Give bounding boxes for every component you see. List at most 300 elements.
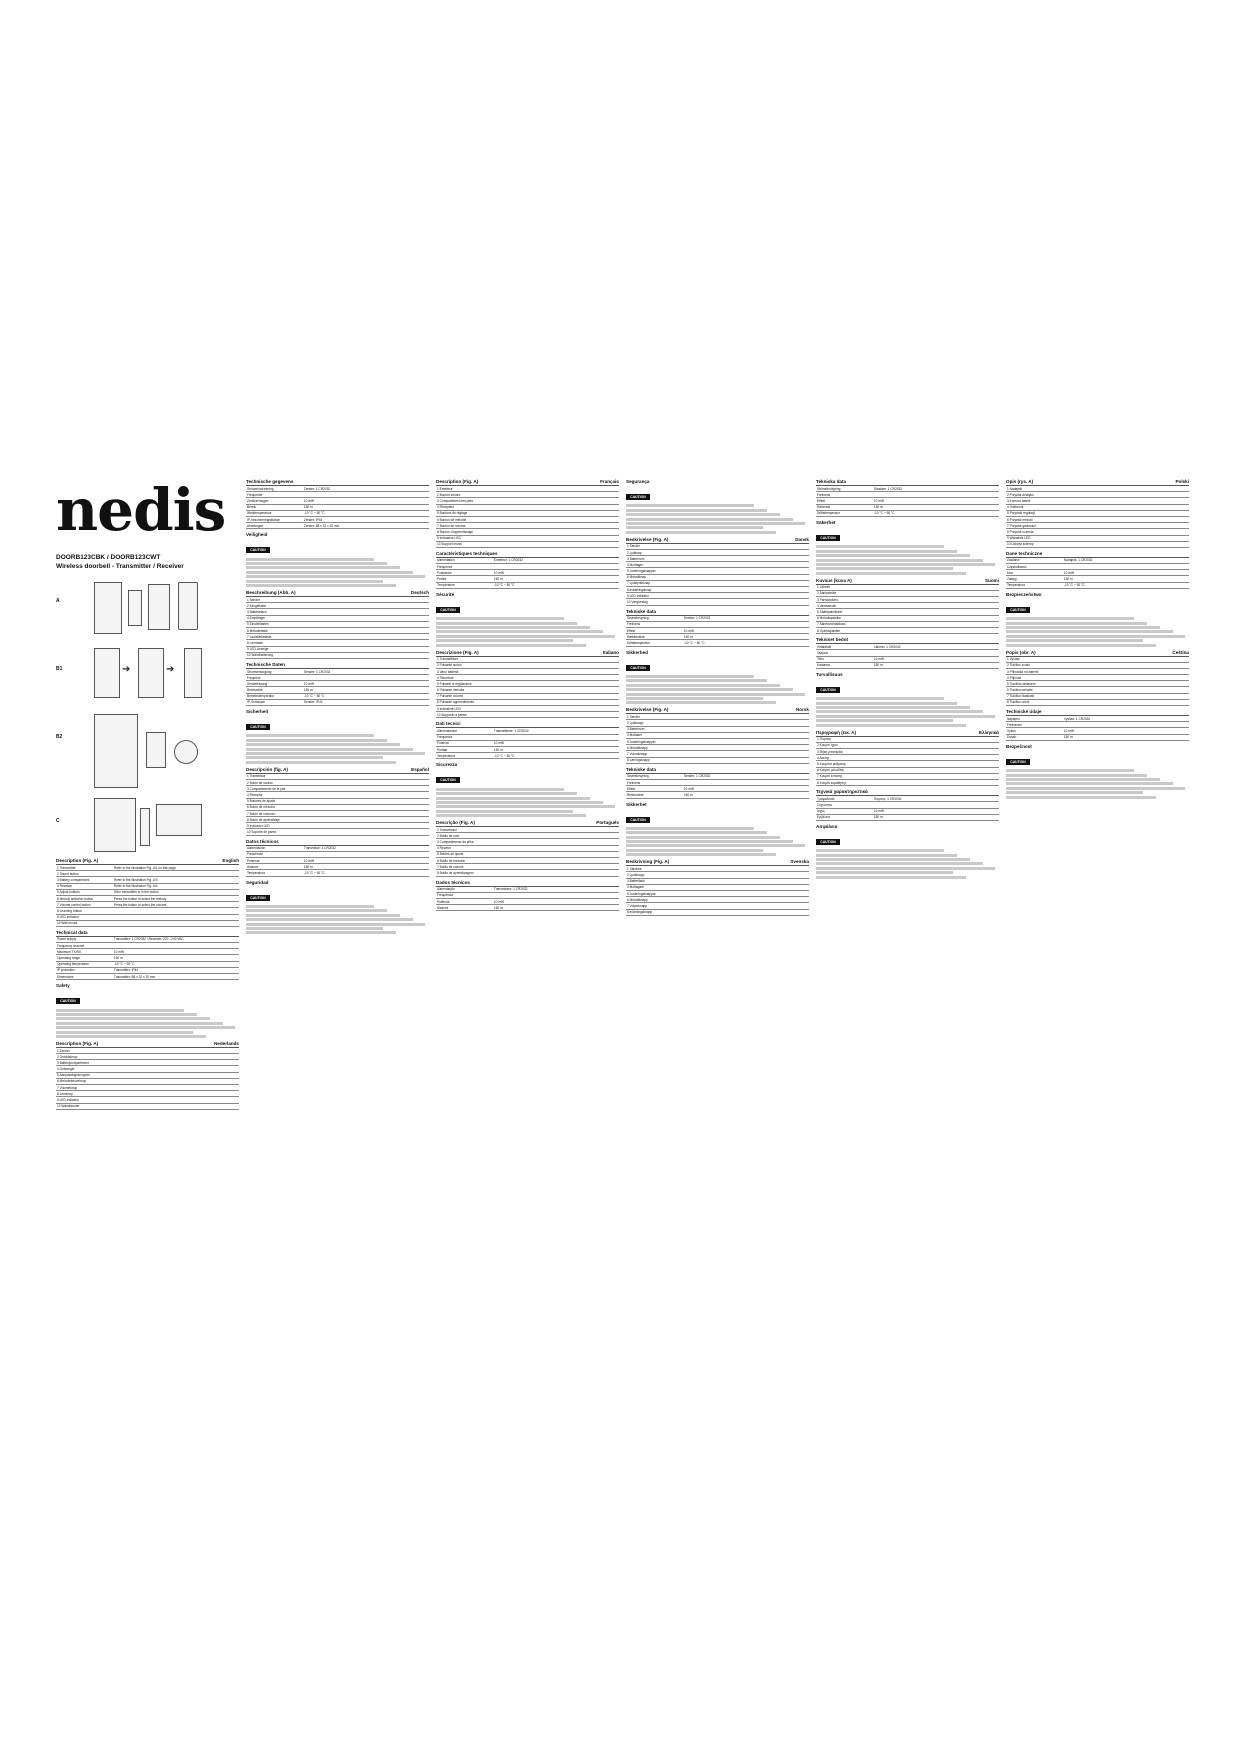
section-heading [816,672,999,677]
text-line [436,626,590,629]
spec-table [1006,485,1189,548]
row-value: 10 mW [873,809,884,814]
row-value: 10 mW [493,741,504,746]
section-title: Technische gegevens [246,479,294,484]
row-label: Potência [437,899,450,904]
row-label: 7 Volume control button [57,902,91,907]
transmitter-illustration [94,582,122,634]
section-heading [1006,551,1189,556]
section-heading [56,1041,239,1046]
row-value: 10 mW [683,628,694,633]
row-label: 5 Κουμπιά ρύθμισης [817,762,846,766]
row-value: -10 °C ~ 50 °C [493,753,515,758]
row-label: Maximum TX/RX [57,949,82,954]
spec-table [436,485,619,548]
row-value: If the transmitter is in the button [113,890,159,895]
row-label: 8 Leerknop [57,1091,73,1096]
plug-illustration [146,732,166,768]
row-label: Power supply [57,937,77,942]
row-label: 5 Justeringsknappar [627,891,656,896]
text-line [626,509,767,512]
manual-section [816,789,999,821]
row-label: 5 Botões de ajuste [437,852,464,857]
receiver-illustration [148,584,170,630]
row-label: 7 Lydstyrkeknap [627,581,651,586]
section-heading [56,983,239,988]
table-row [436,583,619,589]
text-line [626,684,780,687]
section-heading [1006,592,1189,597]
row-label: Effekt [627,786,636,791]
section-heading [436,650,619,655]
text-line [56,1031,193,1034]
section-heading [626,859,809,864]
section-title: Description (Fig. A) [56,1040,99,1046]
manual-section [626,859,809,916]
row-value: Transmisor: 1 CR2032 [303,846,336,851]
column-3 [436,476,619,913]
row-label: 5 Justeringsknapper [627,569,656,574]
section-heading [1006,650,1189,655]
section-title: Dati tecnici [436,721,461,727]
manual-section [626,650,809,705]
row-label: Strømforsyning [627,774,649,779]
section-heading [246,479,429,484]
row-label: 8 Learning button [57,908,82,913]
row-label: 4 Receptor [247,792,263,797]
section-title: Technische Daten [246,661,285,667]
row-label: IP-Schutzart [247,700,265,705]
table-row [436,542,619,548]
manual-section [1006,592,1189,647]
text-line [246,575,425,578]
figure-b1 [56,644,239,706]
row-label: 7 Botão de volume [437,864,464,869]
spec-table [246,668,429,706]
text-line [1006,769,1134,772]
text-line [246,580,383,583]
row-label: Temperatura [247,871,265,875]
text-line [626,693,805,696]
text-line [626,831,767,834]
spec-table [816,795,999,821]
text-line [1006,644,1156,647]
caution-badge: CAUTION [1006,607,1030,613]
text-line [1006,626,1160,629]
row-label: Driftstemperatur [627,640,650,645]
row-value: Press the button to select the volume [113,902,167,907]
section-heading [816,637,999,642]
row-label: 7 Äänenvoimakkuus [817,622,846,627]
text-line [56,1013,197,1016]
spec-table [246,773,429,836]
row-label: Fréquence [437,564,453,569]
text-line [56,1026,235,1029]
row-label: 2 Äänipainike [817,591,837,596]
row-label: 6 Melodiknap [627,575,646,580]
manual-section [56,858,239,927]
text-line [246,923,425,926]
row-label: Effekt [627,628,636,633]
text-line [816,545,944,548]
section-heading [436,592,619,597]
section-language: Deutsch [410,590,429,596]
row-label: Räckvidd [817,505,831,510]
section-heading [1006,709,1189,714]
row-label: 3 Compartimento de la pila [247,786,286,791]
section-title: Sikkerhet [626,801,647,807]
row-label: 9 LED-indicator [57,1098,79,1103]
text-line [246,905,374,908]
row-label: Alimentação [437,887,455,892]
row-label: 6 Botão de melodia [437,858,465,863]
row-label: IP-beschermingsklasse [247,517,280,522]
text-line [246,562,387,565]
row-label: 3 Compartimento da pilha [437,840,474,845]
text-line [436,797,590,800]
manual-section [56,930,239,980]
manual-section [246,532,429,587]
socket-illustration [174,740,198,764]
caution-badge: CAUTION [436,777,460,783]
section-title: Description (Fig. A) [56,858,99,863]
spec-table [56,864,239,927]
section-heading [816,520,999,525]
receiver-mounted-illustration [94,714,138,788]
row-value: 150 m [1063,735,1073,740]
figure-tag: A [56,598,60,604]
receiver-front-illustration [94,798,136,852]
row-label: 5 Tlačítka nastavení [1007,681,1036,686]
row-label: Reichweite [247,688,263,693]
row-label: Dosah [1007,735,1017,740]
row-value: Sender: 1 CR2032 [303,669,331,674]
text-line [626,526,763,529]
row-label: 1 Trasmettitore [437,657,459,662]
row-label: 9 LED indicator [57,915,79,920]
manual-section [1006,650,1189,707]
caution-badge: CAUTION [626,494,650,500]
text-line [816,876,966,879]
caution-badge: CAUTION [56,998,80,1004]
section-heading [246,662,429,667]
row-value: 10 mW [1063,570,1074,575]
text-line [626,518,793,521]
row-value: Zender: IP44 [303,517,323,522]
row-value: 150 m [303,505,313,510]
section-title: Tekniset tiedot [816,637,849,643]
manual-section [816,578,999,635]
row-label: Bereik [247,505,257,510]
text-line [246,927,383,930]
row-label: 10 Vægbeslag [627,600,648,605]
row-value: 150 m [873,663,883,668]
spec-table [436,656,619,719]
text-line [626,675,754,678]
row-label: Temperatura [1007,583,1025,588]
manual-sheet [56,476,1190,1284]
section-title: Τεχνικά χαρακτηριστικά [816,789,868,795]
row-label: 2 Bouton sonore [437,492,461,497]
row-label: 6 Melodiekeuzeknop [57,1079,87,1084]
manual-section [816,824,999,879]
row-label: 2 Sound button [57,871,79,876]
row-label: 5 Aanpassingsknoppen [57,1073,90,1078]
row-label: Frequenz [247,675,261,680]
row-value: -10 °C ~ 50 °C [113,962,135,967]
section-title: Tekniske data [626,608,657,614]
row-label: 6 Bouton de mélodie [437,517,467,522]
section-heading [56,858,239,863]
row-label: Εμβέλεια [817,815,830,820]
text-line [246,734,374,737]
text-line [56,1009,184,1012]
table-row [246,653,429,659]
row-label: Frequency channel [57,943,85,948]
figure-tag: B1 [56,666,63,672]
row-label: 9 LED-indikator [627,593,649,598]
text-line [436,801,603,804]
row-label: 4 Ricevitore [437,675,454,680]
text-line [816,550,957,553]
row-value: 150 m [493,577,503,582]
section-heading [816,479,999,484]
text-line [1006,782,1173,785]
row-label: 2 Lydknapp [627,721,644,726]
text-line [816,697,944,700]
row-label: 1 Transmissor [437,827,458,832]
text-line [626,840,793,843]
figure-tag: B2 [56,734,63,740]
spec-table [246,845,429,877]
row-label: 1 Zender [57,1048,70,1053]
row-value: 150 m [493,905,503,910]
section-language: Español [411,766,429,772]
table-row [626,758,809,764]
manual-section [626,767,809,799]
manual-section [436,479,619,548]
row-value: 150 m [1063,577,1073,582]
section-title: Kuvaus (kuva A) [816,577,852,583]
row-label: 6 Tlačítko melodie [1007,688,1033,693]
spec-table [1006,715,1189,741]
row-value: Refer to the illustration Fig. A/1 on this page [113,865,176,870]
row-label: Alcance [247,864,259,869]
row-label: 8 Indlæringsknap [627,587,652,592]
table-row [1006,700,1189,706]
text-line [1006,630,1173,633]
table-row [436,712,619,718]
caution-badge: CAUTION [246,724,270,730]
row-value: Transmitter: 88 x 32 x 20 mm [113,974,156,979]
section-heading [246,880,429,885]
row-value: -10 °C ~ 50 °C [873,511,895,516]
row-label: Frekvence [1007,722,1022,727]
row-label: Operating temperature [57,962,90,967]
row-label: 6 Κουμπί μελωδίας [817,768,845,773]
row-label: Werktemperatuur [247,511,272,516]
table-row [626,640,809,646]
row-value: Nadajnik: 1 CR2032 [1063,558,1093,563]
spec-table [436,727,619,759]
section-title: Sikkerhed [626,649,648,655]
row-label: Operating range [57,956,81,961]
text-line [626,531,776,534]
manual-section [626,537,809,606]
sections-english-dutch [56,858,239,1110]
row-value: Zender: 88 x 32 x 20 mm [303,523,340,528]
arrow-right-icon: ➔ [166,664,175,675]
text-line [246,909,387,912]
section-title: Säkerhet [816,519,836,525]
row-label: 3 Batterifack [627,879,645,884]
text-line [816,554,970,557]
row-label: 10 Soporte de pared [247,830,277,835]
row-label: Température [437,583,455,588]
row-value: Émetteur: 1 CR2032 [493,558,523,563]
row-label: 9 Indicateur LED [437,536,461,541]
text-line [626,836,780,839]
spec-table [56,1047,239,1110]
row-label: Betriebstemperatur [247,694,275,699]
text-line [436,644,586,647]
row-label: 10 Wandhouder [57,1104,80,1109]
manual-section [436,762,619,817]
transmitter-closed-illustration [184,648,202,698]
spec-table [436,886,619,912]
text-line [626,827,754,830]
row-value: Lähetin: 1 CR2032 [873,644,901,649]
text-line [1006,635,1185,638]
section-heading [246,767,429,772]
row-label: Frekvens [627,780,641,785]
text-line [436,814,586,817]
text-line [246,748,413,751]
row-label: 3 Batterijcompartiment [57,1060,89,1065]
row-label: Stromversorgung [247,669,272,674]
row-label: Frekvens [817,492,831,497]
table-row [626,910,809,916]
text-line [626,679,767,682]
spec-table [626,615,809,647]
manual-section [246,767,429,836]
row-label: Effekt [817,498,826,503]
row-label: Alimentazione [437,729,458,734]
text-line [246,571,413,574]
column-2 [246,476,429,936]
section-heading [246,709,429,714]
row-label: 5 Pulsanti di regolazione [437,681,472,686]
section-title: Segurança [626,479,650,484]
row-label: Częstotliwość [1007,564,1027,569]
table-row [56,921,239,927]
row-label: 1 Émetteur [437,486,453,491]
section-heading [626,650,809,655]
manual-section [816,479,999,517]
manual-section [436,650,619,719]
column-1 [56,476,239,1112]
manual-section [246,839,429,877]
manual-section [246,880,429,935]
spec-table [626,713,809,764]
row-label: 10 Wandhalterung [247,653,273,658]
spec-table [1006,656,1189,707]
row-value: 150 m [303,688,313,693]
section-heading [626,767,809,772]
row-value: 10 mW [303,681,314,686]
caution-badge: CAUTION [1006,759,1030,765]
table-row [816,780,999,786]
spec-table [1006,557,1189,589]
row-value: 10 mW [493,899,504,904]
spec-table [56,936,239,980]
spec-table [816,736,999,787]
row-label: IP protection [57,968,75,973]
manual-section [436,880,619,912]
row-label: 4 Vastaanotin [817,603,837,608]
section-title: Safety [56,983,70,989]
text-line [1006,787,1185,790]
text-line [816,862,983,865]
row-label: 2 Geluidsknop [57,1054,78,1059]
section-heading [246,590,429,595]
row-value: -10 °C ~ 50 °C [303,694,325,699]
row-label: 7 Volumeknop [57,1085,78,1090]
section-heading [436,762,619,767]
section-heading [436,880,619,885]
row-value: -10 °C ~ 50 °C [303,871,325,875]
caution-badge: CAUTION [246,547,270,553]
row-label: 4 Mottaker [627,733,643,738]
row-label: 3 Θήκη μπαταρίας [817,749,843,754]
row-label: 1 Sender [627,714,640,719]
section-language: Português [596,820,619,826]
text-line [626,504,754,507]
row-value: Trasmettitore: 1 CR2032 [493,729,529,734]
table-row [1006,583,1189,589]
section-heading [626,609,809,614]
text-line [436,810,573,813]
section-title: Technical data [56,929,88,935]
row-label: 6 Melodiknapp [627,745,648,750]
row-value: Sändare: 1 CR2032 [873,486,903,491]
text-line [816,572,966,575]
section-title: Sicurezza [436,762,458,768]
row-label: 10 Support mural [437,542,462,547]
section-language: Polski [1175,479,1189,484]
row-label: 2 Botón de sonido [247,780,273,785]
section-title: Popis (obr. A) [1006,649,1036,655]
caution-badge: CAUTION [246,895,270,901]
row-label: 8 Κουμπί εκμάθησης [817,780,847,785]
section-title: Beskrivelse (Fig. A) [626,707,669,713]
spec-table [436,557,619,589]
row-label: Frekvens [627,622,641,627]
row-value: 150 m [493,747,503,752]
section-title: Descripción (fig. A) [246,766,288,772]
row-label: 7 Volymknapp [627,903,648,908]
text-line [246,566,400,569]
text-line [816,719,953,722]
row-label: 6 Przycisk melodii [1007,517,1033,522]
row-label: 5 Säätöpainikkeet [817,610,843,615]
row-label: 5 Przyciski regulacji [1007,511,1035,516]
row-value: 10 mW [683,786,694,791]
section-language: Čeština [1172,649,1189,655]
spec-table [816,643,999,669]
text-line [246,756,383,759]
section-heading [816,578,999,583]
